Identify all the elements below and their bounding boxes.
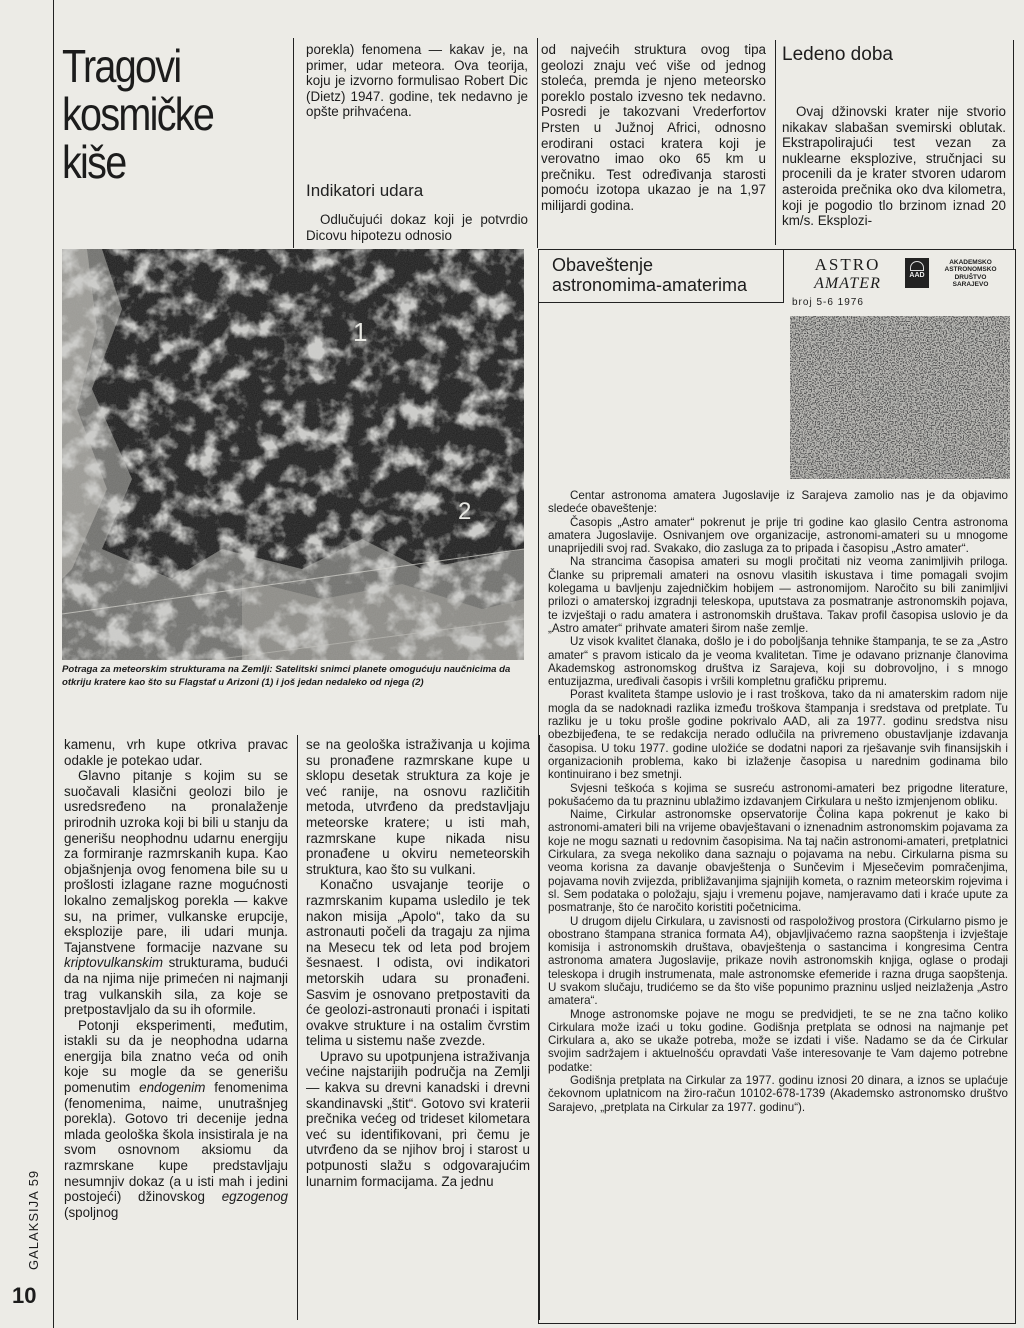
magazine-issue-label: GALAKSIJA 59 <box>26 1169 41 1270</box>
column-1-body: kamenu, vrh kupe otkriva pravac odakle je potekao udar. Glavno pitanje s kojim su se suočavali klasični geolozi bilo je usredsređeno na pronalaženje prirodnih uzroka koji bi bili u stanju da generišu neophodnu udarnu energiju za formiranje razmrskanih kupa. Kao objašnjenja ovog fenomena bile su u prošlosti izlagane razne mogućnosti lokalno zemaljskog porekla — kakve su, na primer, vulkanske erupcije, eksplozije pare, ili udari munja. Tajanstvene formacije nazvane su kriptovulkanskim strukturama, budući da na njima nije primećen ni najmanji trag vulkanskih sila, za koje se pretpostavljalo da su ih oformile. Potonji eksperimenti, međutim, istakli su da je neophodna udarna energija bila znatno veća od onih koje su mogle da se generišu pomenutim endogenim fenomenima (fenomenima, naime, unutrašnjeg porekla). Gotovo tri decenije jedna mlada geološka škola insistirala je na svom osnovnom aksiomu da razmrskane kupe predstavljaju nesumnjiv dokaz (a u isti mah i jedini postojeći) džinovskog egzogenog (spoljnog <box>64 737 288 1220</box>
star-field-image <box>790 316 1010 479</box>
page-number: 10 <box>12 1283 37 1308</box>
sidebar-title: Ledeno doba <box>782 44 893 65</box>
subheading: Indikatori udara <box>306 181 424 200</box>
sidebar-rule <box>775 40 776 245</box>
aad-logo: AAD <box>905 258 929 288</box>
photo-caption: Potraga za meteorskim strukturama na Zemlji: Satelitski snimci planete omogućuju naučnicima da otkriju kratere kao što su Flagstaf u Arizoni (1) i još jedan nedaleko od njega (2) <box>62 664 511 688</box>
magazine-name-line1: ASTRO <box>814 255 881 274</box>
magazine-masthead <box>790 255 905 293</box>
sidebar-right-rule <box>1013 40 1014 250</box>
column-rule-2 <box>297 735 298 1320</box>
article-title <box>62 42 302 186</box>
notice-header-rule <box>538 302 784 303</box>
notice-title: Obaveštenje astronomima-amaterima <box>552 255 748 295</box>
column-2-top-text: porekla) fenomena — kakav je, na primer, udar meteora. Ova teorija, koju je izvorno formulisao Robert Dic (Dietz) 1947. godine, tek nedavno je opšte prihvaćena. <box>306 42 528 120</box>
magazine-cover-image <box>790 316 1010 479</box>
column-2-after-heading: Odlučujući dokaz koji je potvrdio Dicovu hipotezu odnosio <box>306 212 528 243</box>
magazine-name-line2: AMATER <box>814 275 881 292</box>
column-3-top-text: od najvećih struktura ovog tipa geolozi znaju već više od jednog stoleća, premda je njeno meteorsko poreklo postalo izvesno tek nedavno. Posredi je takozvani Vrederfortov Prsten u Južnoj Africi, odnosno erodirani ostaci kratera koji je verovatno imao oko 65 km u prečniku. Test određivanja starosti pomoću izotopa ukazao je na 1,97 milijardi godina. <box>541 42 766 213</box>
title-line-1: Tragovi <box>62 40 181 92</box>
sidebar-text: Ovaj džinovski krater nije stvorio nikakav slabašan svemirski oblutak. Ekstrapolirajući test vezan za nuklearne eksplozive, stručnjaci su procenili da je krater stvoren udarom asteroida prečnika oko dva kilometra, koji je pogodio tlo brzinom iznad 20 km/s. Eksplozi- <box>782 104 1006 229</box>
column-rule-3 <box>537 38 538 248</box>
column-2-body: se na geološka istraživanja u kojima su pronađene razmrskane kupe u sklopu desetak struktura za koje je već ranije, na osnovu različitih metoda, utvrđeno da predstavljaju meteorske kratere; u isti mah, razmrskane kupe nikada nisu pronađene u okviru nemeteorskih struktura, kao što su vulkani. Konačno usvajanje teorije o razmrskanim kupama usledilo je tek nakon misija „Apolo“, tako da su astronauti počeli da tragaju za njima na Mesecu tek od leta pod brojem šesnaest. I odista, ovi indikatori metorskih udara su pronađeni. Sasvim je osnovano pretpostaviti da će geolozi-astronauti pronaći i ispitati ovakve strukture i na ostalim čvrstim telima u sistemu naše zvezde. Upravo su upotpunjena istraživanja većine najstarijih područja na Zemlji — kakva su drevni kanadski i drevni skandinavski „štit“. Gotovo svi kraterii prečnika većeg od trideset kilometara već su identifikovani, pri čemu je utvrđeno da se njihov broj i starost u potpunosti slažu s odgovarajućim lunarnim formacijama. Za jednu <box>306 737 530 1189</box>
observatory-icon <box>910 261 924 271</box>
title-line-2: kosmičke kiše <box>62 88 214 188</box>
photo-label-1: 1 <box>353 317 368 347</box>
photo-label-2: 2 <box>458 498 472 525</box>
notice-header-divider <box>783 249 784 303</box>
satellite-photo-image <box>62 249 524 660</box>
society-name: AKADEMSKO ASTRONOMSKO DRUŠTVO SARAJEVO <box>944 259 997 289</box>
page-margin-rule <box>53 0 54 1328</box>
issue-number: broj 5-6 1976 <box>792 297 864 308</box>
satellite-photo <box>62 249 524 660</box>
notice-body: Centar astronoma amatera Jugoslavije iz Sarajeva zamolio nas je da objavimo sledeće obaveštenje: Časopis „Astro amater“ pokrenut je prije tri godine kao glasilo Centra astronoma amatera Jugoslavije. Osnivanjem ove organizacije, astronomi-amateri su u mnogome unapriјedili svoj rad. Svakako, dio zasluga za to pripada i časopisu „Astro amater“. Na strancima časopisa amateri su mogli pročitati niz veoma zanimljivih priloga. Članke su pripremali amateri na osnovu vlasitih iskustava i time pomagali svojim kolegama u bavljenju zajedničkim hobijem — astronomijom. Naročito su bili zanimljivi prilozi o amaterskoj izgradnji teleskopa, uputstava za posmatranje astronomskih pojava, te izvještaji o radu amatera i astronomskih društava. Takav profil časopisa uslovio je da „Astro amater“ prihvate amateri širom naše zemlje. Uz visok kvalitet članaka, došlo je i do poboljšanja tehnike štampanja, te se za „Astro amater“ s pravom isticalo da je veoma kvalitetan. Time je odavano priznanje članovima Akademskog astronomskog društva iz Sarajeva, koji su dobrovoljno, i s mnogo entuzijazma, uređivali časopis i vršili kompletnu grafičku pripremu. Porast kvaliteta štampe uslovio je i rast troškova, tako da ni amaterskim radom nije mogla da se nadoknadi razlika između troškova štampanja i sredstava od pretplate. Tu razliku je u toku prošle godine pokrivalo AAD, ali za 1977. godinu sredstva nisu obezbijeđena, te se redakcija nerado odlučila na privremeno obustavljanje izdavanja časopisa. U toku 1977. godine uložiće se dodatni napori za rješavanje svih finansijskih i organizacionih problema, kako bi izlaženje časopisa u narednim godinama bilo kontinuirano i bez smetnji. Svjesni teškoća s kojima se susreću astronomi-amateri bez prigodne literature, pokušaćemo da tu prazninu ublažimo izdavanjem Cirkulara u nešto izmjenjenom obliku. Naime, Cirkular astronomske opservatorije Čolina kapa pokrenut je kako bi astronomi-amateri bili na vrijeme obavještavani o iznenadnim astronomskim pojavama za koje ne mogu saznati u redovnim časopisima. Na taj način astronomi-amateri, pretplatnici Cirkulara, za svega nekoliko dana saznaju o pojavama na nebu. Cirkularna pisma su veoma korisna za davanje obavještenja o Sunčevim i Mjesečevim pomračenjima, pojavama novih zvijezda, približavanjima sjajnijih kometa, o raznim meteorskim rojevima i sl. Sem podataka o položaju, sjaju i vremenu pojave, namjeravamo dati i kraće upute za posmatranje, što će naročito koristiti početnicima. U drugom dijelu Cirkulara, u zavisnosti od raspoloživog prostora (Cirkularno pismo je obostrano štampana stranica formata A4), objavljivaćemo razna saopštenja i izvještaje komisija i astronomskih društava, obavještenja o sastancima i kongresima Centra astronoma amatera Jugoslavije, prikaze novih astronomskih knjiga, oglase o prodaji teleskopa i drugih instrumenata, male astronomske efemeride i razna druga saopštenja. U svakom slučaju, trudićemo se da što više popunimo prazninu usljed neizlaženja „Astro amatera“. Mnoge astronomske pojave ne mogu se predvidjeti, te se ne zna tačno koliko Cirkulara može izaći u toku godine. Godišnja pretplata se odnosi na najmanje pet Cirkulara a, ako se ukaže potreba, može se izdati i više. Nadamo se da će Cirkular svojim sadržajem i aktuelnošću opravdati Vaše interesovanje te Vam dajemo potrebne podatke: Godišnja pretplata na Cirkular za 1977. godinu iznosi 20 dinara, a iznos se uplaćuje čekovnom uplatnicom na žiro-račun 10102-678-1739 (Akademsko astronomsko društvo Sarajevo, „pretplata na Cirkular za 1977. godinu“). <box>548 489 1008 1114</box>
